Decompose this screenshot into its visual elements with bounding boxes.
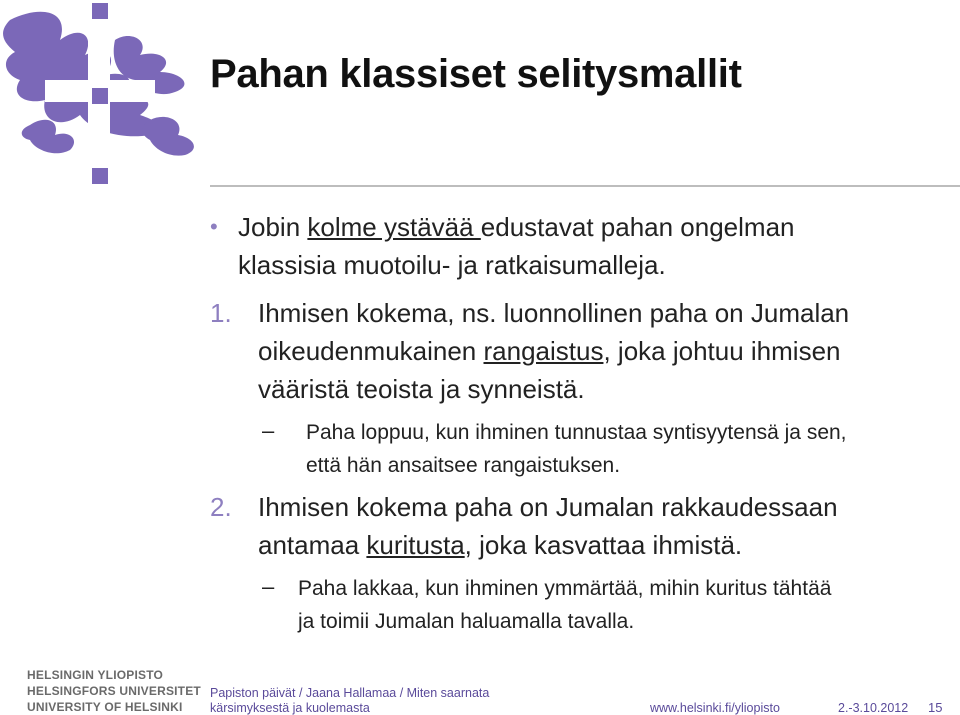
- bullet-line-2: klassisia muotoilu- ja ratkaisumalleja.: [238, 250, 666, 280]
- bullet-text-after: edustavat pahan ongelman: [480, 212, 795, 242]
- bullet-marker: •: [210, 214, 218, 239]
- item-1-sub-dash: –: [262, 418, 275, 443]
- item-2-line-2-before: antamaa: [258, 530, 367, 560]
- item-1-line-1: Ihmisen kokema, ns. luonnollinen paha on Jumalan: [258, 298, 850, 328]
- punishment-link[interactable]: rangaistus: [483, 336, 604, 366]
- item-1-line-2: [258, 332, 841, 370]
- item-1-line-3: vääristä teoista ja synneistä.: [258, 374, 585, 404]
- university-name-sv: HELSINGFORS UNIVERSITET: [27, 684, 201, 698]
- item-2-line-2: [258, 526, 742, 564]
- university-name-fi: HELSINGIN YLIOPISTO: [27, 668, 164, 682]
- item-2-number: 2.: [210, 492, 232, 522]
- slide-title: Pahan klassiset selitysmallit: [210, 52, 742, 96]
- bullet-line-1: [238, 208, 795, 246]
- page-number: 15: [928, 700, 943, 715]
- chastisement-link[interactable]: kuritusta: [366, 530, 465, 560]
- footer-date: 2.-3.10.2012: [838, 701, 909, 715]
- slide-footer: [0, 660, 960, 715]
- item-2-sub-line-1: Paha lakkaa, kun ihminen ymmärtää, mihin kuritus tähtää: [298, 577, 832, 600]
- bullet-text-before: Jobin: [238, 212, 308, 242]
- event-info-line-2: kärsimyksestä ja kuolemasta: [210, 701, 370, 715]
- item-2-sub-dash: –: [262, 574, 275, 599]
- event-info-line-1: Papiston päivät / Jaana Hallamaa / Miten saarnata: [210, 686, 490, 700]
- item-1-number: 1.: [210, 298, 232, 328]
- three-friends-link[interactable]: kolme ystävää: [307, 212, 481, 242]
- item-1-sub-line-2: että hän ansaitsee rangaistuksen.: [306, 454, 621, 477]
- footer-url[interactable]: www.helsinki.fi/yliopisto: [650, 701, 780, 715]
- item-2-line-1: Ihmisen kokema paha on Jumalan rakkaudessaan: [258, 492, 838, 522]
- university-name-en: UNIVERSITY OF HELSINKI: [27, 700, 183, 714]
- item-1-line-2-after: , joka johtuu ihmisen: [603, 336, 841, 366]
- item-2-sub-line-2: ja toimii Jumalan haluamalla tavalla.: [298, 610, 635, 633]
- item-1-line-2-before: oikeudenmukainen: [258, 336, 484, 366]
- item-1-sub-line-1: Paha loppuu, kun ihminen tunnustaa syntisyytensä ja sen,: [306, 421, 847, 444]
- item-2-line-2-after: , joka kasvattaa ihmistä.: [464, 530, 743, 560]
